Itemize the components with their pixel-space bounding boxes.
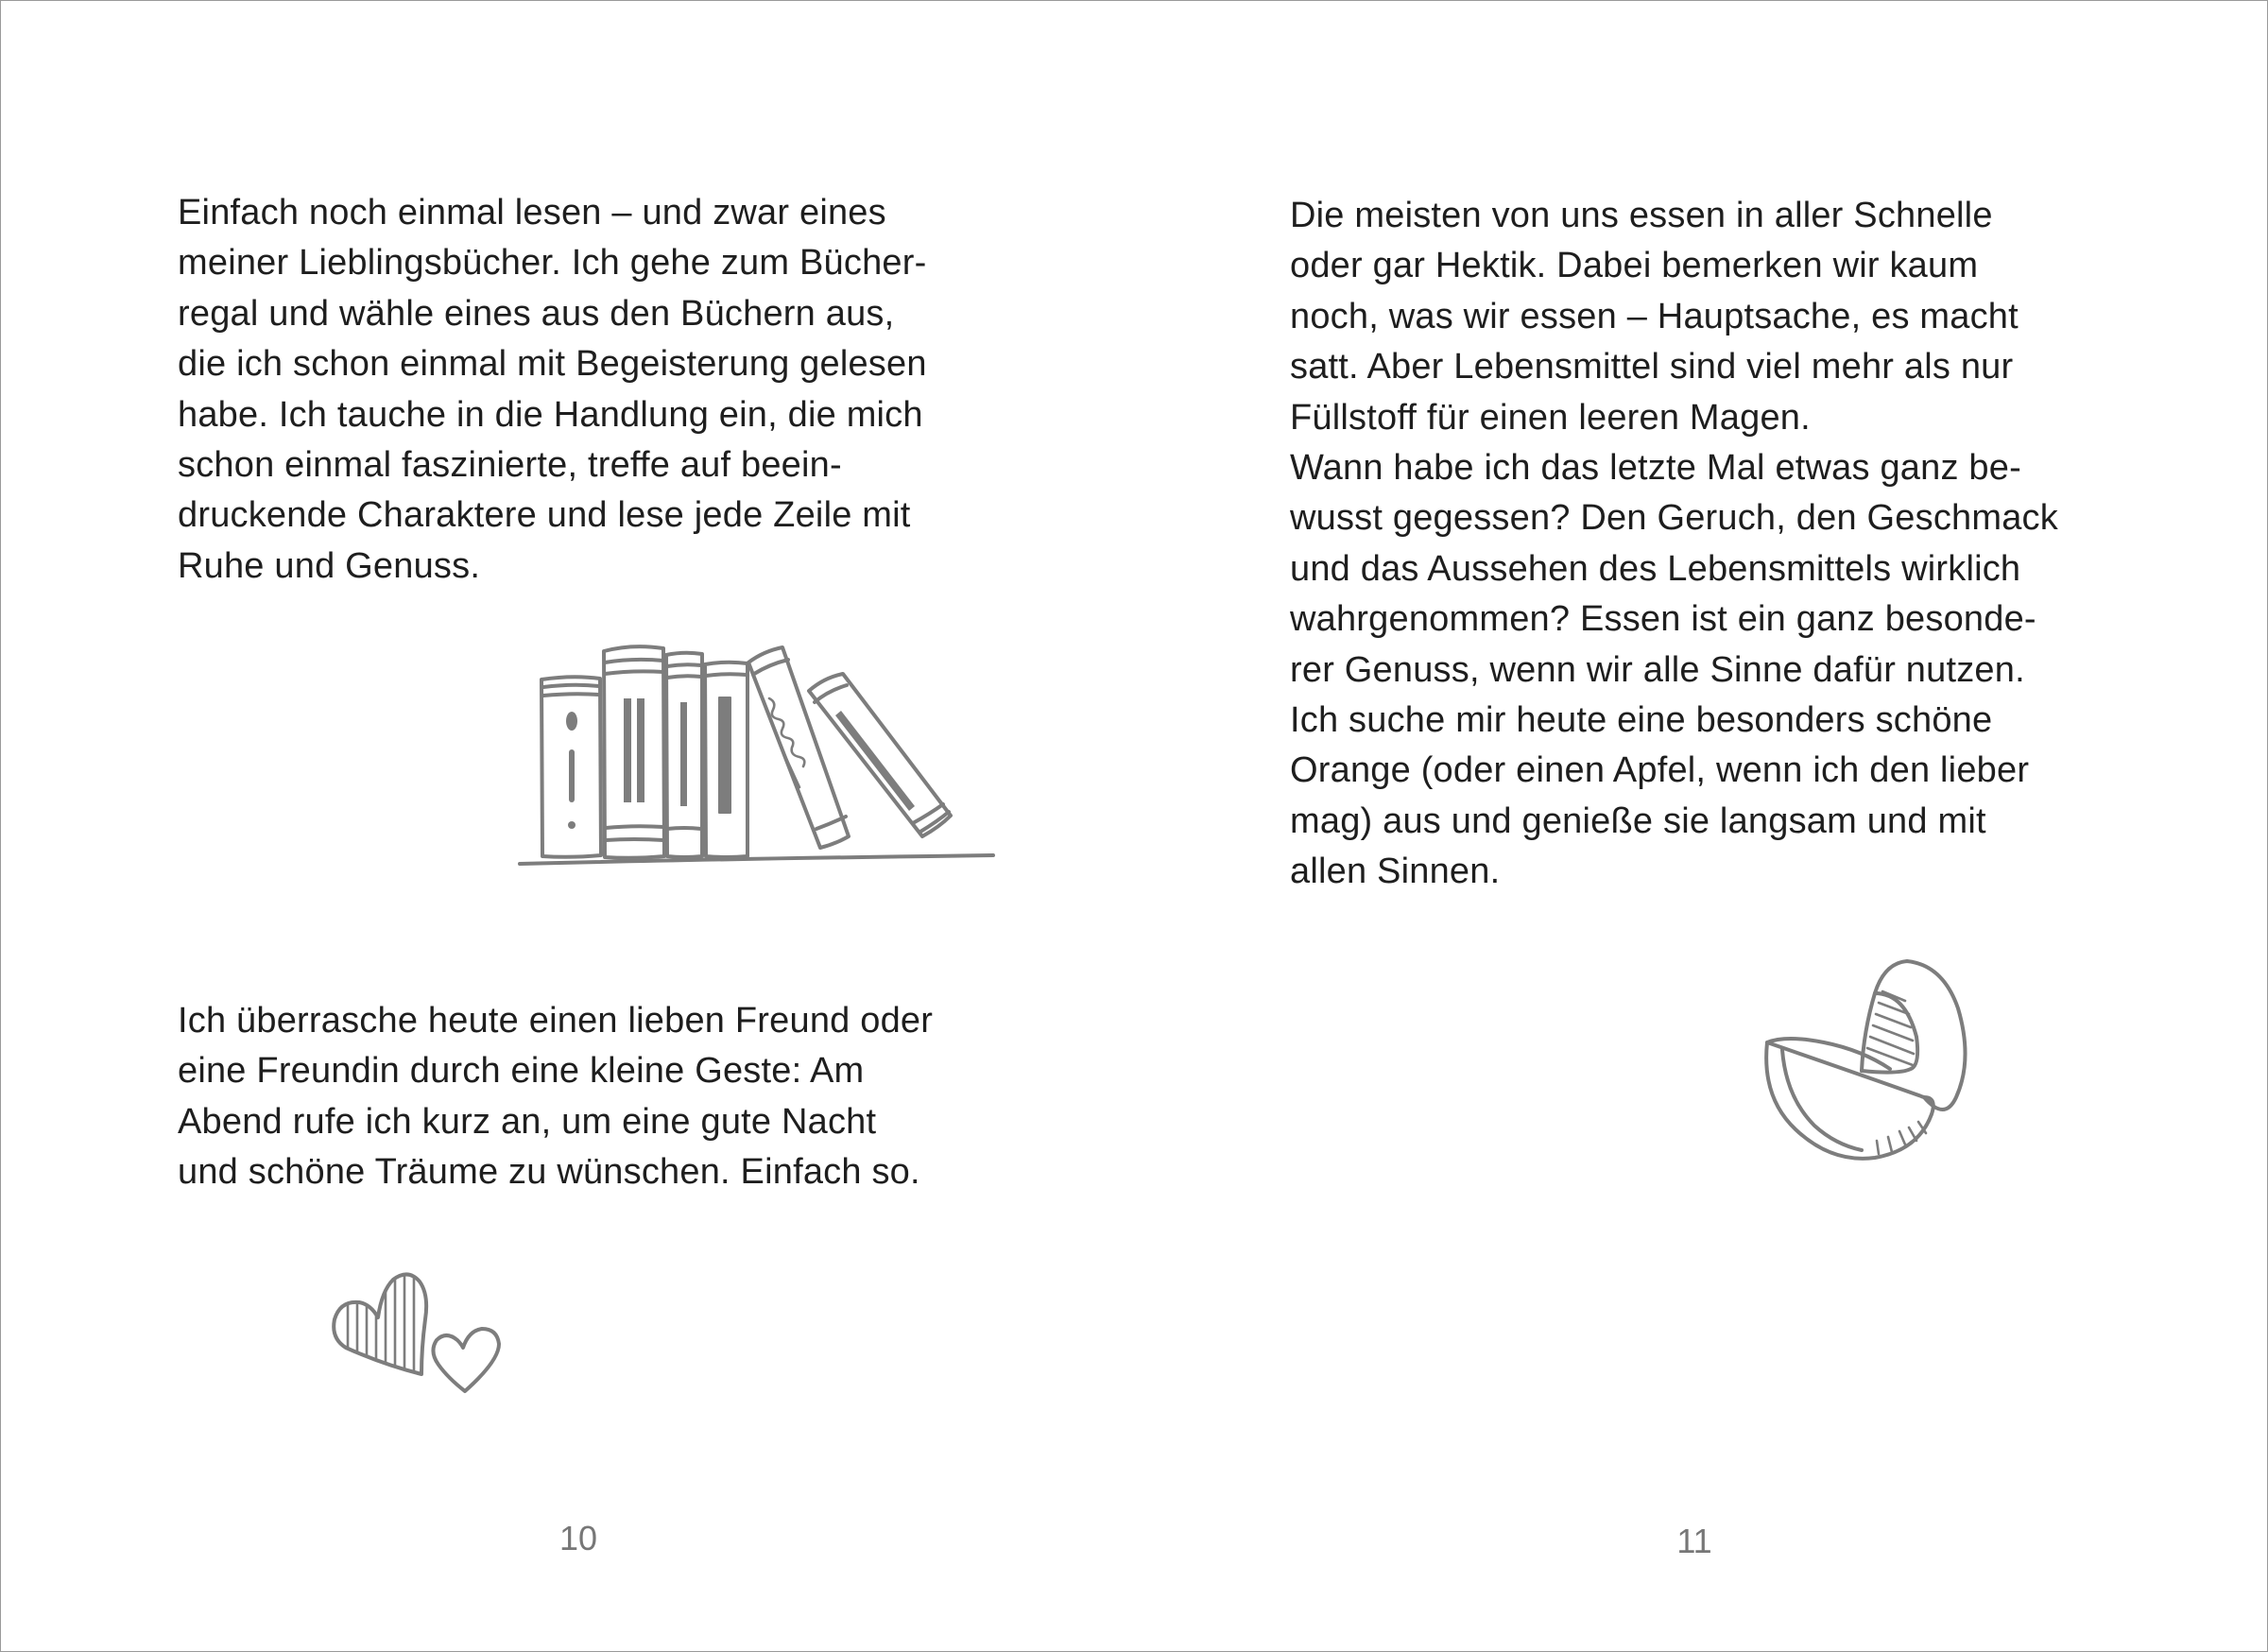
text-line: die ich schon einmal mit Begeisterung gelesen <box>178 344 927 385</box>
text-line: eine Freundin durch eine kleine Geste: Am <box>178 1051 865 1092</box>
text-line: und das Aussehen des Lebensmittels wirklich <box>1290 548 2021 589</box>
text-line: druckende Charaktere und lese jede Zeile mit <box>178 495 911 536</box>
text-line: regal und wähle eines aus den Büchern aus, <box>178 293 895 334</box>
text-line: allen Sinnen. <box>1290 852 1501 892</box>
text-line: Die meisten von uns essen in aller Schnelle <box>1290 196 1993 235</box>
right-page <box>1134 1 2267 1651</box>
hearts-icon <box>327 1263 525 1395</box>
text-line: Wann habe ich das letzte Mal etwas ganz be- <box>1290 448 2021 489</box>
page-number: 11 <box>1676 1522 1712 1560</box>
text-line: Abend rufe ich kurz an, um eine gute Nacht <box>178 1101 877 1142</box>
bookshelf-icon <box>516 625 998 870</box>
text-line: Orange (oder einen Apfel, wenn ich den lieber <box>1290 750 2030 791</box>
text-line: Füllstoff für einen leeren Magen. <box>1290 397 1811 438</box>
text-line: habe. Ich tauche in die Handlung ein, die mich <box>178 394 923 435</box>
left-page <box>1 1 1134 1651</box>
text-line: rer Genuss, wenn wir alle Sinne dafür nutzen. <box>1290 649 2025 690</box>
text-line: schon einmal faszinierte, treffe auf beein- <box>178 445 842 486</box>
text-line: satt. Aber Lebensmittel sind viel mehr als nur <box>1290 347 2014 387</box>
right-paragraph-eating <box>1290 191 2058 898</box>
text-line: noch, was wir essen – Hauptsache, es macht <box>1290 296 2019 336</box>
text-line: meiner Lieblingsbücher. Ich gehe zum Bücher- <box>178 243 927 284</box>
text-line: und schöne Träume zu wünschen. Einfach so. <box>178 1152 920 1193</box>
text-line: Einfach noch einmal lesen – und zwar eines <box>178 193 886 232</box>
fortune-cookie-icon <box>1758 955 1975 1168</box>
left-paragraph-gesture <box>178 996 933 1198</box>
page-number: 10 <box>558 1519 598 1557</box>
text-line: wusst gegessen? Den Geruch, den Geschmack <box>1290 498 2058 539</box>
text-line: oder gar Hektik. Dabei bemerken wir kaum <box>1290 246 1979 286</box>
text-line: Ich suche mir heute eine besonders schöne <box>1290 700 1993 741</box>
left-paragraph-reading <box>178 188 927 592</box>
text-line: Ruhe und Genuss. <box>178 545 481 586</box>
text-line: wahrgenommen? Essen ist ein ganz besonde- <box>1290 599 2036 640</box>
text-line: mag) aus und genieße sie langsam und mit <box>1290 800 1986 841</box>
text-line: Ich überrasche heute einen lieben Freund oder <box>178 1001 934 1041</box>
